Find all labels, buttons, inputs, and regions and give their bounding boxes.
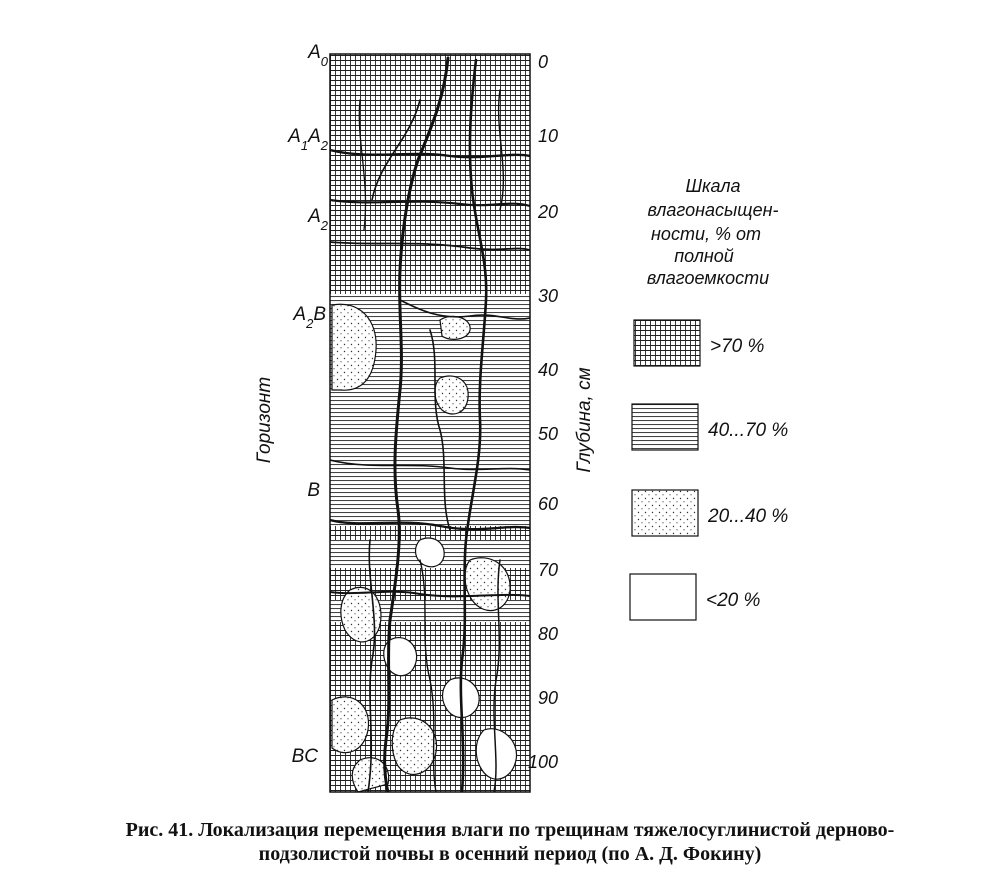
legend-swatch-grid [634, 320, 700, 366]
legend [630, 176, 788, 620]
legend-swatch-dots [632, 490, 698, 536]
depth-tick: 10 [538, 126, 559, 146]
depth-tick: 100 [528, 752, 559, 772]
blank-lens [416, 538, 445, 567]
legend-swatch-hlines [632, 404, 698, 450]
horizon-label-a1a2: $A_1A_2$ [288, 126, 328, 153]
horizon-axis-label: Горизонт [254, 376, 275, 464]
depth-tick: 90 [538, 688, 559, 708]
horizon-label-a2: $A_2$ [308, 206, 328, 233]
legend-label: >70 % [710, 336, 765, 357]
legend-title-line: Шкала [685, 176, 741, 196]
depth-tick: 40 [538, 360, 559, 380]
horizon-label-bc: BC [291, 746, 318, 767]
caption-line: Рис. 41. Локализация перемещения влаги по трещинам тяжелосуглинистой дерново- [125, 819, 895, 841]
depth-ticks [528, 52, 558, 772]
depth-tick: 60 [538, 494, 559, 514]
legend-swatch-blank [630, 574, 696, 620]
legend-label: 40...70 % [708, 420, 789, 441]
depth-tick: 30 [538, 286, 559, 306]
dotted-lens [392, 718, 436, 774]
dotted-lens [435, 376, 468, 414]
legend-title-line: полной [674, 246, 734, 266]
horizon-label-a0: $A_0$ [308, 42, 328, 69]
legend-label: 20...40 % [708, 506, 789, 527]
depth-tick: 70 [538, 560, 559, 580]
depth-tick: 50 [538, 424, 559, 444]
horizon-label-a2b: $A_2B$ [293, 304, 326, 331]
soil-column [330, 54, 530, 792]
legend-title-line: влагонасыщен- [647, 200, 779, 220]
horizon-labels [287, 42, 329, 767]
depth-tick: 20 [538, 202, 559, 222]
legend-title-line: ности, % от [651, 224, 761, 244]
depth-tick: 0 [538, 52, 549, 72]
horizon-label-b: B [307, 480, 320, 501]
caption-line: подзолистой почвы в осенний период (по А. Д. Фокину) [258, 843, 762, 865]
depth-tick: 80 [538, 624, 559, 644]
depth-axis-label: Глубина, см [574, 367, 595, 473]
legend-title-line: влагоемкости [646, 268, 770, 288]
figure-caption [60, 818, 960, 866]
dotted-lens [440, 316, 470, 339]
legend-label: <20 % [706, 590, 761, 611]
